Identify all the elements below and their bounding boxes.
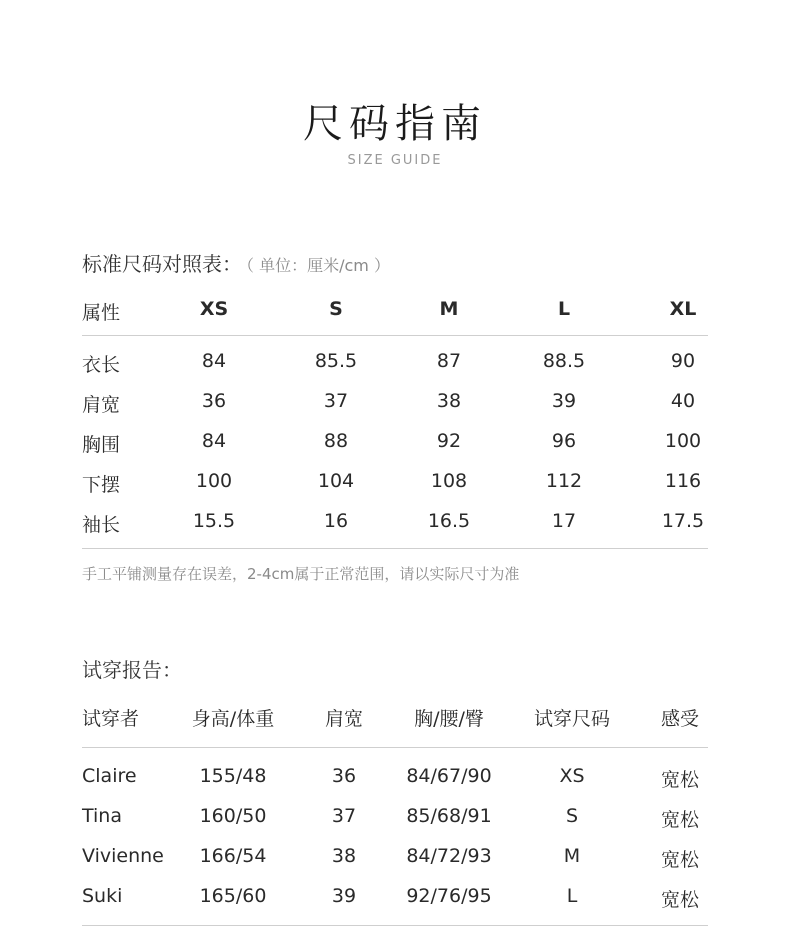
size-table-cell: 88 xyxy=(323,430,349,452)
size-table-header-cell: S xyxy=(329,298,343,320)
fit-report-cell: 160/50 xyxy=(199,805,267,827)
size-table-cell: 17 xyxy=(551,510,577,532)
size-table-cell: 112 xyxy=(545,470,583,492)
page-subtitle: SIZE GUIDE xyxy=(347,153,443,168)
size-table-cell: 衣长 xyxy=(82,354,121,376)
fit-report-header-rule xyxy=(82,747,708,748)
size-table-cell: 胸围 xyxy=(82,434,121,456)
fit-report-header-cell: 身高/体重 xyxy=(191,708,275,730)
size-table-header-cell: M xyxy=(439,298,459,320)
fit-report-cell: 宽松 xyxy=(660,809,699,831)
size-table-cell: 40 xyxy=(670,390,696,412)
fit-report-cell: 166/54 xyxy=(199,845,267,867)
size-table-bottom-rule xyxy=(82,548,708,549)
size-table-cell: 84 xyxy=(201,350,227,372)
size-table-cell: 100 xyxy=(195,470,233,492)
size-table-cell: 36 xyxy=(201,390,227,412)
size-table-cell: 85.5 xyxy=(314,350,358,372)
page-title: 尺码指南 xyxy=(303,101,487,147)
size-table-cell: 90 xyxy=(670,350,696,372)
fit-report-cell: 84/67/90 xyxy=(406,765,492,787)
fit-report-cell: 38 xyxy=(331,845,357,867)
size-table-cell: 37 xyxy=(323,390,349,412)
fit-report-cell: 85/68/91 xyxy=(406,805,492,827)
size-table-header-cell: XS xyxy=(199,298,229,320)
size-table-cell: 116 xyxy=(664,470,702,492)
fit-report-cell: 92/76/95 xyxy=(406,885,492,907)
fit-report-cell: 36 xyxy=(331,765,357,787)
fit-report-cell: Vivienne xyxy=(82,845,164,867)
size-table-cell: 袖长 xyxy=(82,514,121,536)
size-table-cell: 15.5 xyxy=(192,510,236,532)
fit-report-cell: Claire xyxy=(82,765,137,787)
fit-report-cell: 39 xyxy=(331,885,357,907)
fit-report-cell: Suki xyxy=(82,885,123,907)
fit-report-header-cell: 肩宽 xyxy=(324,708,363,730)
size-table-cell: 下摆 xyxy=(82,474,121,496)
size-table-cell: 100 xyxy=(664,430,702,452)
fit-report-header-cell: 感受 xyxy=(660,708,699,730)
size-table-title xyxy=(82,248,390,277)
size-table-cell: 108 xyxy=(430,470,468,492)
fit-report-cell: 37 xyxy=(331,805,357,827)
size-table-cell: 39 xyxy=(551,390,577,412)
fit-report-header-cell: 胸/腰/臀 xyxy=(414,708,484,730)
size-table-cell: 88.5 xyxy=(542,350,586,372)
size-table-unit: （ 单位：厘米/cm ） xyxy=(246,256,390,275)
size-table-cell: 104 xyxy=(317,470,355,492)
fit-report-bottom-rule xyxy=(82,925,708,926)
size-table-note: 手工平铺测量存在误差，2-4cm属于正常范围，请以实际尺寸为准 xyxy=(82,565,520,583)
size-table-title-text: 标准尺码对照表： xyxy=(82,252,242,276)
size-table-cell: 92 xyxy=(436,430,462,452)
size-table-header-cell: 属性 xyxy=(82,302,121,324)
size-table-header-cell: XL xyxy=(669,298,697,320)
fit-report-cell: 155/48 xyxy=(199,765,267,787)
size-table-cell: 肩宽 xyxy=(82,394,121,416)
size-table-header-rule xyxy=(82,335,708,336)
size-table-cell: 96 xyxy=(551,430,577,452)
fit-report-cell: 宽松 xyxy=(660,849,699,871)
fit-report-cell: 84/72/93 xyxy=(406,845,492,867)
size-table-cell: 16 xyxy=(323,510,349,532)
fit-report-cell: 165/60 xyxy=(199,885,267,907)
fit-report-cell: 宽松 xyxy=(660,889,699,911)
fit-report-cell: XS xyxy=(559,765,585,787)
fit-report-cell: S xyxy=(565,805,579,827)
fit-report-title: 试穿报告： xyxy=(82,658,182,682)
fit-report-header-cell: 试穿尺码 xyxy=(533,708,610,730)
size-table-cell: 16.5 xyxy=(427,510,471,532)
fit-report-cell: 宽松 xyxy=(660,769,699,791)
size-table-cell: 84 xyxy=(201,430,227,452)
fit-report-header-cell: 试穿者 xyxy=(82,708,140,730)
size-table-cell: 17.5 xyxy=(661,510,705,532)
size-table-cell: 38 xyxy=(436,390,462,412)
fit-report-cell: Tina xyxy=(82,805,122,827)
size-table-header-cell: L xyxy=(557,298,571,320)
fit-report-cell: L xyxy=(566,885,578,907)
fit-report-cell: M xyxy=(563,845,581,867)
size-table-cell: 87 xyxy=(436,350,462,372)
